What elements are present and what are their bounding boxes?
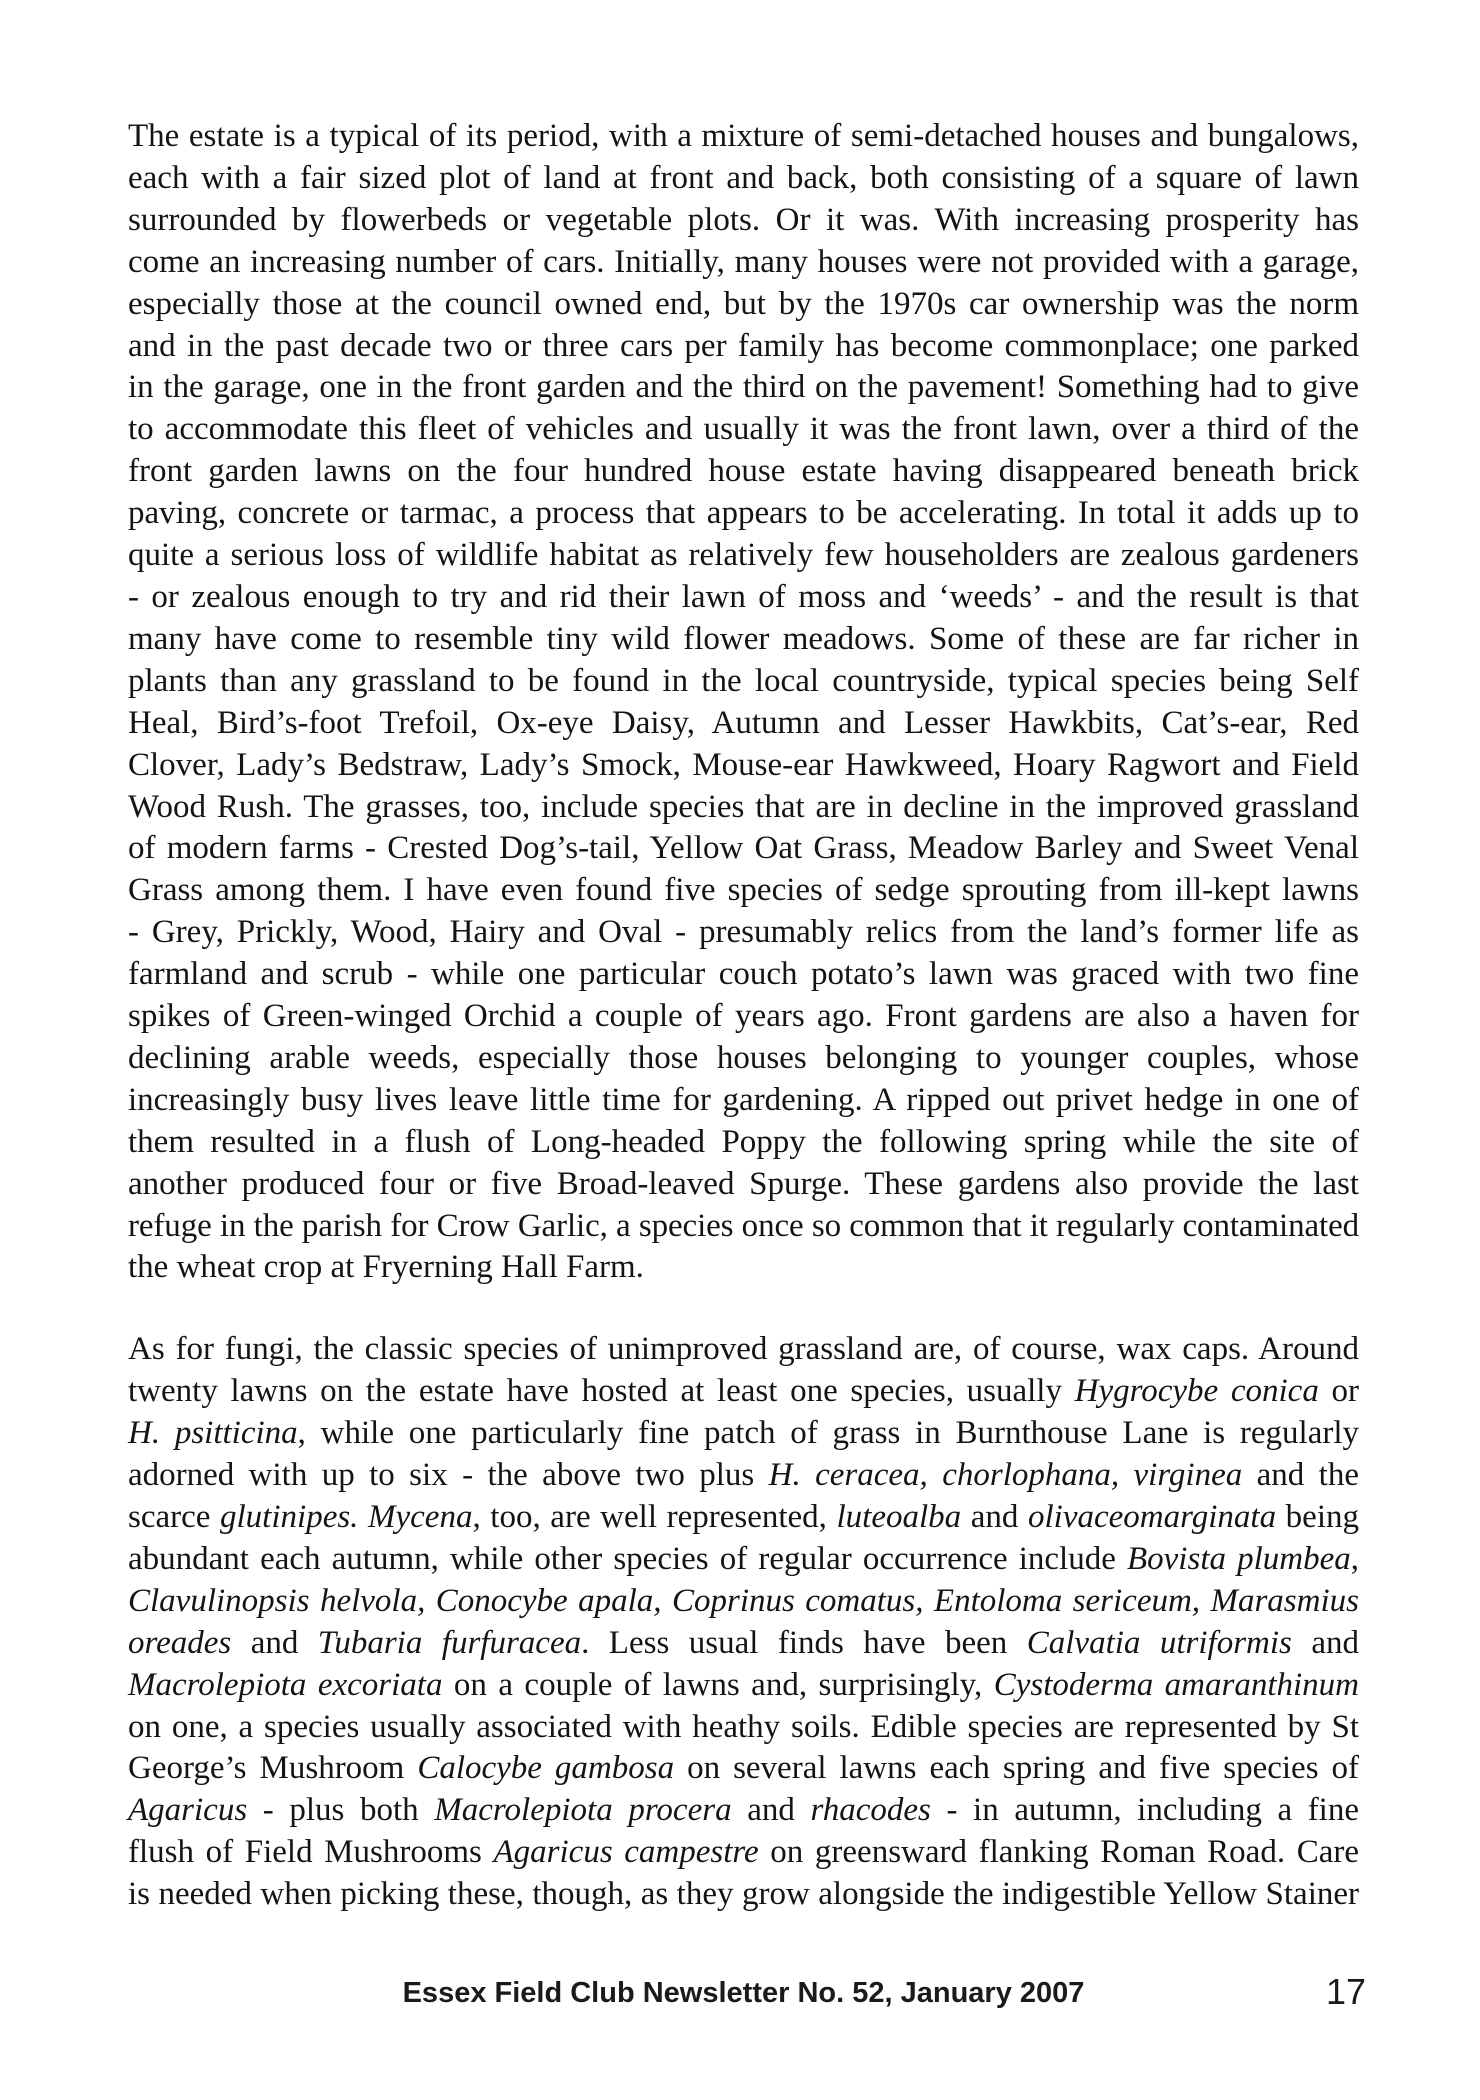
- text-run: - in autumn, including a fine: [930, 1792, 1360, 1829]
- text-run: Heal, Bird’s-foot Trefoil, Ox-eye Daisy, Autumn and Lesser Hawkbits, Cat’s-ear, Red: [128, 704, 1359, 741]
- text-line: [128, 1247, 1359, 1289]
- text-line: [128, 577, 1359, 619]
- text-run: George’s Mushroom: [128, 1750, 418, 1787]
- text-line: [128, 1206, 1359, 1248]
- italic-species-name: Tubaria furfuracea: [317, 1624, 582, 1661]
- text-line: [128, 996, 1359, 1038]
- text-run: twenty lawns on the estate have hosted at least one species, usually: [128, 1373, 1075, 1410]
- text-line: [128, 409, 1359, 451]
- italic-species-name: Agaricus campestre: [493, 1834, 759, 1871]
- text-line: [128, 828, 1359, 870]
- text-run: As for fungi, the classic species of unimproved grassland are, of course, wax caps. Around: [128, 1331, 1359, 1368]
- italic-species-name: rhacodes: [810, 1792, 931, 1829]
- text-run: farmland and scrub - while one particular couch potato’s lawn was graced with two fine: [128, 956, 1359, 993]
- text-line: [128, 619, 1359, 661]
- text-run: and the: [1242, 1457, 1359, 1494]
- text-run: in the garage, one in the front garden and the third on the pavement! Something had to give: [128, 369, 1359, 406]
- text-run: flush of Field Mushrooms: [128, 1834, 494, 1871]
- footer-publication-title: Essex Field Club Newsletter No. 52, January 2007: [402, 1977, 1085, 2009]
- text-run: being: [1276, 1499, 1359, 1535]
- text-line: [128, 451, 1359, 493]
- text-line: [128, 787, 1359, 829]
- text-run: - or zealous enough to try and rid their lawn of moss and ‘weeds’ - and the result is that: [128, 578, 1359, 615]
- text-run: refuge in the parish for Crow Garlic, a species once so common that it regularly contaminated: [128, 1207, 1359, 1244]
- text-run: to accommodate this fleet of vehicles and usually it was the front lawn, over a third of the: [128, 411, 1359, 448]
- italic-species-name: Cystoderma amaranthinum: [993, 1666, 1359, 1703]
- paragraph: [128, 1329, 1359, 1916]
- text-run: them resulted in a flush of Long-headed Poppy the following spring while the site of: [128, 1123, 1359, 1160]
- italic-species-name: Clavulinopsis helvola, Conocybe apala, Coprinus comatus, Entoloma sericeum, Marasmius: [128, 1582, 1359, 1619]
- text-line: [128, 745, 1359, 787]
- text-run: come an increasing number of cars. Initially, many houses were not provided with a garage,: [128, 243, 1359, 280]
- text-line: [128, 116, 1359, 158]
- italic-species-name: olivaceomarginata: [1028, 1499, 1277, 1535]
- text-run: . Less usual finds have been: [581, 1624, 1027, 1661]
- text-run: surrounded by flowerbeds or vegetable plots. Or it was. With increasing prosperity has: [128, 201, 1359, 238]
- text-run: , too, are well represented,: [472, 1499, 837, 1535]
- text-line: [128, 1623, 1359, 1665]
- text-run: on one, a species usually associated with heathy soils. Edible species are represented by St: [128, 1708, 1359, 1745]
- text-line: [128, 326, 1359, 368]
- text-line: [128, 242, 1359, 284]
- text-run: The estate is a typical of its period, with a mixture of semi-detached houses and bungalows,: [128, 118, 1359, 154]
- text-run: on several lawns each spring and five species of: [674, 1750, 1360, 1787]
- text-run: many have come to resemble tiny wild flower meadows. Some of these are far richer in: [128, 620, 1359, 657]
- text-run: front garden lawns on the four hundred house estate having disappeared beneath brick: [128, 453, 1359, 490]
- italic-species-name: H. ceracea, chorlophana, virginea: [768, 1457, 1243, 1494]
- text-run: paving, concrete or tarmac, a process that appears to be accelerating. In total it adds up to: [128, 495, 1359, 532]
- text-run: abundant each autumn, while other species of regular occurrence include: [128, 1540, 1127, 1577]
- text-line: [128, 1790, 1359, 1832]
- text-run: declining arable weeds, especially those houses belonging to younger couples, whose: [128, 1039, 1359, 1076]
- text-run: - plus both: [247, 1792, 435, 1829]
- text-line: [128, 1748, 1359, 1790]
- text-run: and: [1291, 1624, 1359, 1661]
- italic-species-name: Macrolepiota procera: [434, 1792, 732, 1829]
- text-run: especially those at the council owned end, but by the 1970s car ownership was the norm: [128, 285, 1359, 322]
- text-line: [128, 1371, 1359, 1413]
- text-line: [128, 1497, 1359, 1539]
- text-run: ,: [1350, 1540, 1359, 1577]
- text-run: of modern farms - Crested Dog’s-tail, Yellow Oat Grass, Meadow Barley and Sweet Venal: [128, 830, 1359, 867]
- italic-species-name: Bovista plumbea: [1127, 1540, 1351, 1577]
- text-line: [128, 1581, 1359, 1623]
- text-run: and in the past decade two or three cars per family has become commonplace; one parked: [128, 327, 1359, 364]
- text-line: [128, 1539, 1359, 1581]
- text-line: [128, 1874, 1359, 1916]
- text-line: [128, 954, 1359, 996]
- text-line: [128, 535, 1359, 577]
- text-line: [128, 912, 1359, 954]
- text-line: [128, 661, 1359, 703]
- italic-species-name: oreades: [128, 1624, 232, 1661]
- text-line: [128, 284, 1359, 326]
- text-run: another produced four or five Broad-leaved Spurge. These gardens also provide the last: [128, 1165, 1359, 1202]
- italic-species-name: luteoalba: [836, 1499, 962, 1535]
- text-run: scarce: [128, 1499, 221, 1535]
- text-run: or: [1318, 1373, 1359, 1410]
- italic-species-name: Calvatia utriformis: [1026, 1624, 1292, 1661]
- text-run: - Grey, Prickly, Wood, Hairy and Oval - presumably relics from the land’s former life as: [128, 914, 1359, 951]
- text-run: and: [731, 1792, 811, 1829]
- text-run: increasingly busy lives leave little time for gardening. A ripped out privet hedge in one of: [128, 1081, 1359, 1118]
- text-line: [128, 1329, 1359, 1371]
- italic-species-name: Calocybe gambosa: [417, 1750, 675, 1787]
- text-line: [128, 703, 1359, 745]
- text-line: [128, 200, 1359, 242]
- text-line: [128, 158, 1359, 200]
- text-run: on greensward flanking Roman Road. Care: [758, 1834, 1359, 1871]
- text-run: on a couple of lawns and, surprisingly,: [442, 1666, 994, 1703]
- italic-species-name: H. psitticina: [128, 1415, 298, 1452]
- text-line: [128, 1080, 1359, 1122]
- text-line: [128, 870, 1359, 912]
- italic-species-name: Hygrocybe conica: [1074, 1373, 1319, 1410]
- text-run: Grass among them. I have even found five species of sedge sprouting from ill-kept lawns: [128, 872, 1359, 909]
- text-run: plants than any grassland to be found in the local countryside, typical species being Self: [128, 662, 1359, 699]
- text-line: [128, 1164, 1359, 1206]
- text-line: [128, 493, 1359, 535]
- text-line: [128, 1038, 1359, 1080]
- text-line: [128, 367, 1359, 409]
- text-line: [128, 1707, 1359, 1749]
- text-line: [128, 1455, 1359, 1497]
- body-text: [128, 116, 1359, 1916]
- text-line: [128, 1122, 1359, 1164]
- text-line: [128, 1413, 1359, 1455]
- text-run: the wheat crop at Fryerning Hall Farm.: [128, 1249, 644, 1286]
- text-run: Wood Rush. The grasses, too, include species that are in decline in the improved grassland: [128, 788, 1359, 825]
- italic-species-name: glutinipes. Mycena: [220, 1499, 473, 1535]
- text-run: and: [231, 1624, 318, 1661]
- text-run: adorned with up to six - the above two plus: [128, 1457, 769, 1494]
- text-line: [128, 1665, 1359, 1707]
- paragraph: [128, 116, 1359, 1289]
- italic-species-name: Macrolepiota excoriata: [128, 1666, 443, 1703]
- text-run: Clover, Lady’s Bedstraw, Lady’s Smock, Mouse-ear Hawkweed, Hoary Ragwort and Field: [128, 746, 1359, 783]
- text-run: and: [961, 1499, 1029, 1535]
- text-line: [128, 1832, 1359, 1874]
- text-run: , while one particularly fine patch of grass in Burnthouse Lane is regularly: [297, 1415, 1359, 1452]
- page-number: 17: [1325, 1971, 1366, 2012]
- text-run: is needed when picking these, though, as they grow alongside the indigestible Yellow Stainer: [128, 1876, 1359, 1913]
- text-run: each with a fair sized plot of land at front and back, both consisting of a square of lawn: [128, 159, 1359, 196]
- text-run: quite a serious loss of wildlife habitat as relatively few householders are zealous gardeners: [128, 537, 1359, 574]
- text-run: spikes of Green-winged Orchid a couple of years ago. Front gardens are also a haven for: [128, 998, 1359, 1035]
- italic-species-name: Agaricus: [128, 1792, 248, 1829]
